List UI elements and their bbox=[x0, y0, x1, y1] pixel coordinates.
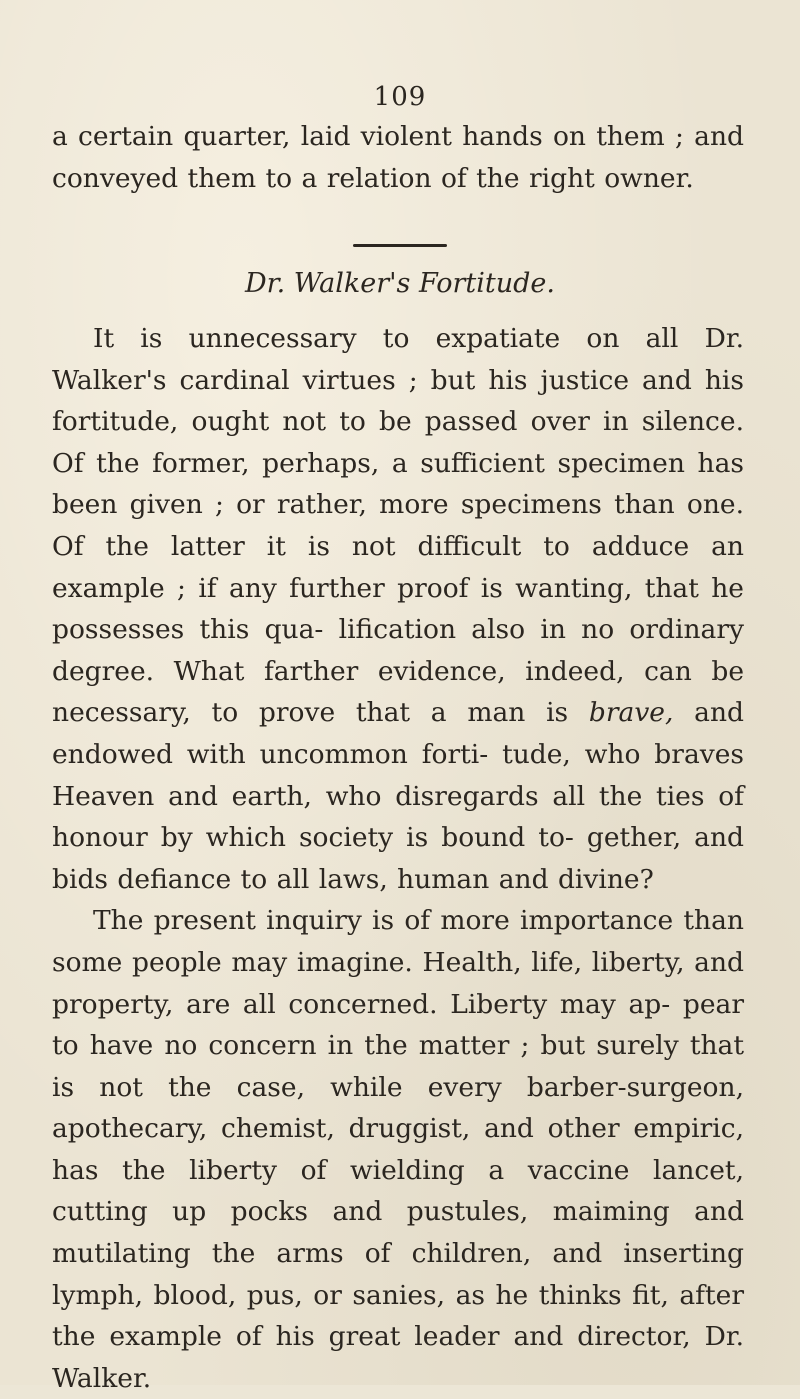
paragraph-text: It is unnecessary to expatiate on all Dr. Walker's cardinal virtues ; but his justice and his fortitude, ought not to be passed over in silence. Of the former, perhaps, a sufficient specimen has been given ; or rather, more specimens than one. Of the latter it is not difficult to adduce an example ; if any further proof is wanting, that he possesses this qua- lification also in no ordinary degree. What farther evidence, indeed, can be necessary, to prove that a man is bbox=[52, 323, 744, 729]
paragraph-inquiry: The present inquiry is of more importance than some people may imagine. Health, life, liberty, and property, are all concerned. Liberty may ap- pear to have no concern in the matter ; but surely that is not the case, while every barber-surgeon, apothecary, chemist, druggist, and other empiric, has the liberty of wielding a vaccine lancet, cutting up pocks and pustules, maiming and mutilating the arms of children, and inserting lymph, blood, pus, or sanies, as he thinks fit, after the example of his great leader and director, Dr. Walker. bbox=[52, 905, 744, 1394]
section-body bbox=[52, 318, 744, 1399]
section-divider bbox=[353, 244, 447, 247]
page-number: 109 bbox=[373, 82, 427, 112]
emphasized-word: brave, bbox=[588, 697, 674, 729]
opening-paragraph: a certain quarter, laid violent hands on them ; and conveyed them to a relation of the right owner. bbox=[52, 121, 744, 194]
paragraph-fortitude bbox=[52, 318, 744, 900]
section-heading: Dr. Walker's Fortitude. bbox=[245, 268, 555, 299]
paragraph-text: and endowed with uncommon forti- tude, who braves Heaven and earth, who disregards all the ties of honour by which society is bound to- gether, and bids defiance to all laws, human and divine? bbox=[52, 697, 744, 895]
